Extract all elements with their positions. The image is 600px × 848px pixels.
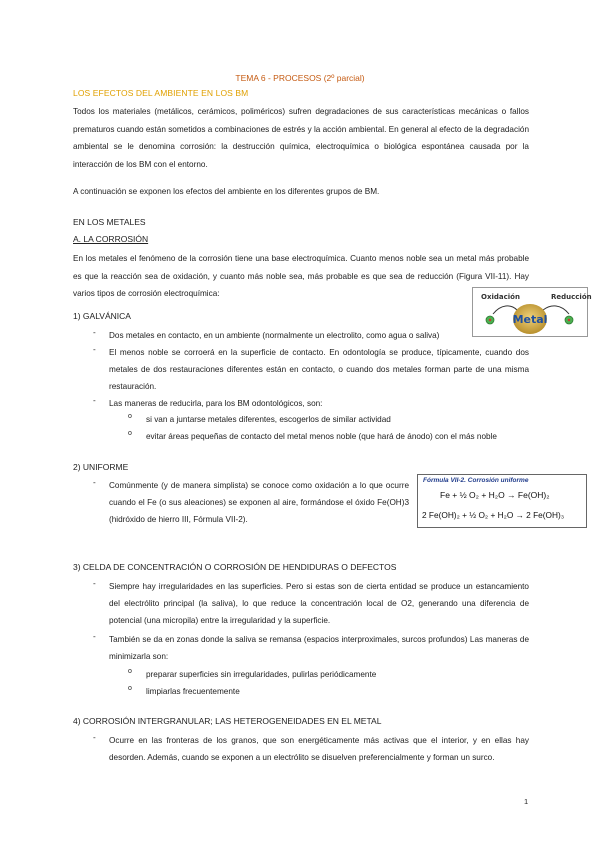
sub-bullet-circle: o [128, 685, 132, 692]
section-title-ambiente: LOS EFECTOS DEL AMBIENTE EN LOS BM [73, 88, 249, 98]
oxidacion-label: Oxidación [481, 293, 520, 301]
uniforme-item-1: Comúnmente (y de manera simplista) se conoce como oxidación a lo que ocurre cuando el Fe (o sus aleaciones) se exponen al aire, formándose el óxido Fe(OH)3 (hidróxido de hierro III, Fórmula VII-2). [109, 481, 409, 524]
heading-celda: 3) CELDA DE CONCENTRACIÓN O CORROSIÓN DE HENDIDURAS O DEFECTOS [73, 562, 397, 572]
bullet-dash: - [93, 632, 96, 641]
heading-corrosion: A. LA CORROSIÓN [73, 234, 149, 244]
intergranular-item-1: Ocurre en las fronteras de los granos, que son energéticamente más activas que el interior, y en ellas hay desorden. Además, cuando se exponen a un electrólito se disuelven preferencialmente y forman un surco. [109, 736, 529, 762]
galvanica-sub-2: evitar áreas pequeñas de contacto del metal menos noble (que hará de ánodo) con el más noble [146, 432, 497, 441]
heading-galvanica: 1) GALVÁNICA [73, 311, 131, 321]
intro-paragraph: Todos los materiales (metálicos, cerámicos, poliméricos) sufren degradaciones de sus características mecánicas o fallos prematuros cuando están sometidos a combinaciones de estrés y la acción ambiental. En general al efecto de la degradación ambiental se le denomina corrosión: la destrucción química, electroquímica o biológica espontánea causada por la interacción de los BM con el entorno. [73, 107, 529, 169]
bullet-dash: - [93, 733, 96, 742]
intro-paragraph-2: A continuación se exponen los efectos del ambiente en los diferentes grupos de BM. [73, 187, 380, 196]
bullet-dash: - [93, 328, 96, 337]
formula-title: Fórmula VII-2. Corrosión uniforme [423, 477, 529, 484]
bullet-dash: - [93, 478, 96, 487]
bullet-dash: - [93, 345, 96, 354]
celda-item-2: También se da en zonas donde la saliva se remansa (espacios interproximales, surcos profundos) Las maneras de minimizarla son: [109, 635, 529, 661]
redox-diagram [473, 288, 592, 336]
reduccion-label: Reducción [551, 293, 592, 301]
heading-uniforme: 2) UNIFORME [73, 462, 129, 472]
celda-sub-2: limpiarlas frecuentemente [146, 687, 240, 696]
celda-sub-1: preparar superficies sin irregularidades, pulirlas periódicamente [146, 670, 377, 679]
sub-bullet-circle: o [128, 430, 132, 437]
celda-item-1: Siempre hay irregularidades en las superficies. Pero si estas son de cierta entidad se produce un estancamiento del electrólito principal (la saliva), lo que reduce la concentración local de O2, generando una diferencia de potencial (una micropila) entre la irregularidad y la superficie. [109, 582, 529, 625]
galvanica-item-2: El menos noble se corroerá en la superficie de contacto. En odontología se produce, típicamente, cuando dos metales de dos restauraciones diferentes están en contacto, o cuando dos metales forman parte de una misma restauración. [109, 348, 529, 391]
formula-eq-1: Fe + ½ O₂ + H₂O → Fe(OH)₂ [440, 490, 550, 500]
bullet-dash: - [93, 396, 96, 405]
sub-bullet-circle: o [128, 413, 132, 420]
page-number: 1 [524, 797, 529, 806]
metal-label: Metal [512, 313, 548, 326]
galvanica-item-1: Dos metales en contacto, en un ambiente (normalmente un electrolito, como agua o saliva) [109, 331, 440, 340]
heading-metales: EN LOS METALES [73, 217, 146, 227]
galvanica-item-3: Las maneras de reducirla, para los BM odontológicos, son: [109, 399, 323, 408]
bullet-dash: - [93, 579, 96, 588]
galvanica-sub-1: si van a juntarse metales diferentes, escogerlos de similar actividad [146, 415, 391, 424]
heading-intergranular: 4) CORROSIÓN INTERGRANULAR; LAS HETEROGENEIDADES EN EL METAL [73, 716, 382, 726]
page-title: TEMA 6 - PROCESOS (2º parcial) [235, 73, 365, 83]
formula-box [417, 474, 587, 528]
metal-redox-figure [472, 287, 592, 337]
formula-eq-2: 2 Fe(OH)₂ + ½ O₂ + H₂O → 2 Fe(OH)₃ [422, 510, 565, 520]
corrosion-intro: En los metales el fenómeno de la corrosión tiene una base electroquímica. Cuanto menos noble sea un metal más probable es que la reacción sea de oxidación, y cuanto más noble sea, más probable es que sea de reducción (Figura VII-11). Hay varios tipos de corrosión electroquímica: [73, 254, 529, 298]
sub-bullet-circle: o [128, 668, 132, 675]
